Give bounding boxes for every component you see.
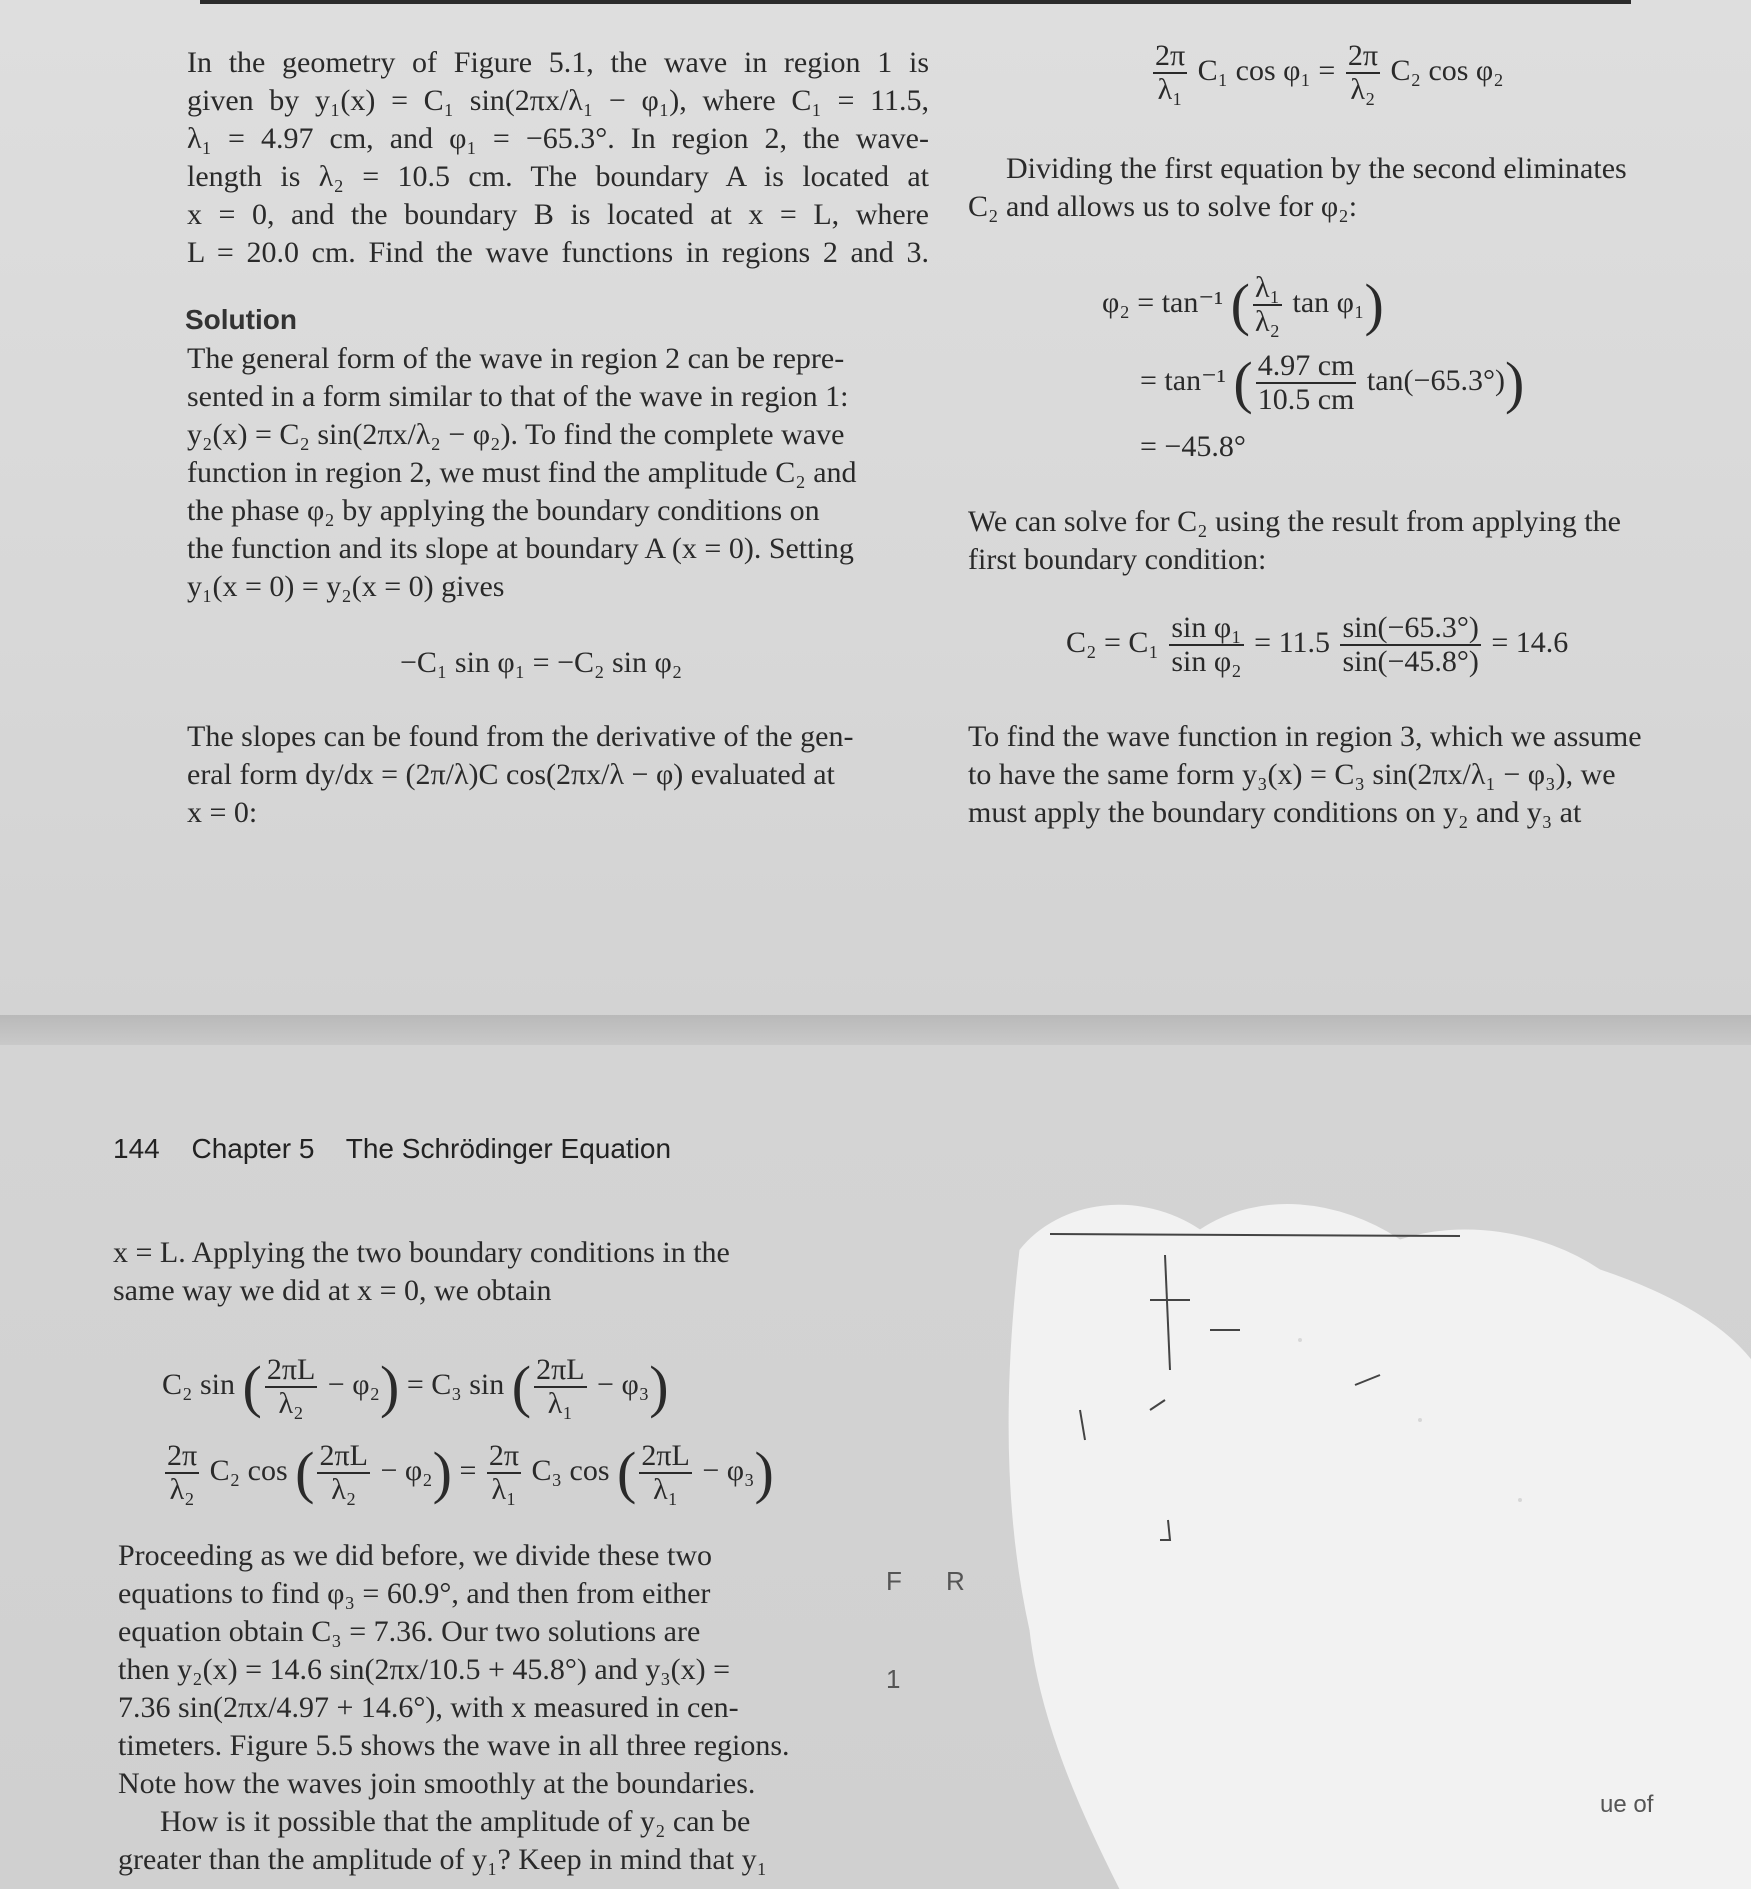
running-head (113, 1133, 695, 1165)
fraction: $\frac{2\pi L}{\text{λ₂}}$ (266, 1353, 316, 1420)
right-paren: ) (754, 1440, 774, 1505)
text-line: the phase φ₂ by applying the boundary conditions on (187, 494, 820, 527)
text-line: Dividing the first equation by the second eliminates (1006, 152, 1627, 185)
left-paren: ( (511, 1354, 532, 1419)
text-line: to have the same form y₃(x) = C₃ sin(2πx/λ₁ − φ₃), we (968, 758, 1616, 791)
fraction: $\frac{\sin(-65.3^\circ)}{\sin(-45.8^\circ)}$ (1342, 611, 1479, 678)
text-line: In the geometry of Figure 5.1, the wave in region 1 is (187, 46, 929, 79)
text-line: x = 0, and the boundary B is located at x = L, where (187, 198, 929, 231)
chapter-title: The Schrödinger Equation (345, 1133, 672, 1164)
text-line: λ₁ = 4.97 cm, and φ₁ = −65.3°. In region 2, the wave- (187, 122, 929, 155)
right-paren: ) (1364, 272, 1384, 337)
text-line: length is λ₂ = 10.5 cm. The boundary A is located at (187, 160, 929, 193)
cosine-boundary-equation: $\frac{2\pi}{\text{λ₂}}$ C₂ cos ( $\frac{2\pi L}{\text{λ₂}}$ − φ₂) = $\frac{2\pi}{\text{λ₁}}$ C₃ cos ( $\frac{2\pi L}{\text{λ₁}}$ − φ₃) (167, 1439, 774, 1506)
text-line: The slopes can be found from the derivative of the gen- (187, 720, 854, 753)
boundary-equation-1: −C₁ sin φ₁ = −C₂ sin φ₂ (400, 646, 683, 679)
page-number: 144 (113, 1133, 160, 1164)
right-paren: ) (1504, 350, 1525, 415)
margin-fragment: ue of (1600, 1791, 1654, 1818)
text-line: first boundary condition: (968, 543, 1267, 576)
text-line: We can solve for C₂ using the result from applying the (968, 505, 1621, 538)
equation-term: C₂ cos φ₂ (1390, 53, 1504, 87)
text-line: To find the wave function in region 3, which we assume (968, 720, 1642, 753)
fraction: $\frac{\text{λ₁}}{\text{λ₂}}$ (1255, 271, 1281, 338)
conclusion-paragraph (118, 1537, 850, 1879)
fraction: $\frac{2\pi L}{\text{λ₁}}$ (536, 1353, 585, 1420)
phi2-equation-line1: φ₂ = tan⁻¹ ( $\frac{\text{λ₁}}{\text{λ₂}}$ tan φ₁) (1102, 271, 1384, 338)
c2-equation: C₂ = C₁ $\frac{\text{sin φ₁}}{\text{sin φ₂}}$ = 11.5 $\frac{\sin(-65.3^\circ)}{\sin(-45.8^\circ)}$ = 14.6 (1066, 611, 1569, 678)
text-line: eral form dy/dx = (2π/λ)C cos(2πx/λ − φ) evaluated at (187, 758, 835, 791)
fraction: $\frac{2\pi}{\text{λ₂}}$ (1347, 39, 1378, 106)
text-line: The general form of the wave in region 2 can be repre- (187, 342, 845, 375)
text-line: equation obtain C₃ = 7.36. Our two solutions are (118, 1615, 701, 1648)
scribbled-over-figure (1000, 1160, 1751, 1889)
c2-paragraph (968, 503, 1710, 579)
fraction: $\frac{2\pi}{\text{λ₂}}$ (167, 1439, 198, 1506)
slope-equation (1150, 40, 1504, 106)
margin-letter-r: R (946, 1566, 965, 1596)
text-line: x = L. Applying the two boundary conditions in the (113, 1236, 730, 1269)
right-paren: ) (649, 1354, 669, 1419)
left-paren: ( (295, 1440, 315, 1505)
equation-term: C₁ cos φ₁ = (1197, 53, 1336, 87)
fraction: $\frac{2\pi}{\text{λ₁}}$ (488, 1439, 520, 1506)
fraction: $\frac{\text{sin φ₁}}{\text{sin φ₂}}$ (1171, 611, 1242, 678)
fraction: $\frac{2\pi L}{\text{λ₂}}$ (319, 1439, 368, 1506)
right-paren: ) (432, 1440, 452, 1505)
text-line: 7.36 sin(2πx/4.97 + 14.6°), with x measured in cen- (118, 1691, 739, 1724)
text-line: C₂ and allows us to solve for φ₂: (968, 190, 1358, 223)
margin-letter-f: F (886, 1566, 902, 1596)
dividing-paragraph (968, 150, 1710, 226)
problem-statement (187, 44, 929, 272)
text-line: then y₂(x) = 14.6 sin(2πx/10.5 + 45.8°) and y₃(x) = (118, 1653, 731, 1686)
text-line: the function and its slope at boundary A (x = 0). Setting (187, 532, 854, 565)
text-line: must apply the boundary conditions on y₂ and y₃ at (968, 796, 1582, 829)
fraction: $\frac{2\pi}{\text{λ₁}}$ (1155, 39, 1186, 106)
left-paren: ( (617, 1440, 637, 1505)
margin-digit-1: 1 (886, 1664, 901, 1694)
text-line: x = 0: (187, 796, 258, 829)
intro-paragraph (113, 1234, 853, 1310)
page-edge-rule (200, 0, 1631, 4)
right-paren: ) (380, 1354, 400, 1419)
left-paren: ( (242, 1354, 262, 1419)
text-line: same way we did at x = 0, we obtain (113, 1274, 552, 1307)
text-line: equations to find φ₃ = 60.9°, and then from either (118, 1577, 711, 1610)
text-line: Note how the waves join smoothly at the boundaries. (118, 1767, 756, 1800)
text-line: L = 20.0 cm. Find the wave functions in regions 2 and 3. (187, 236, 929, 269)
text-line: y₁(x = 0) = y₂(x = 0) gives (187, 570, 505, 603)
left-paren: ( (1233, 350, 1253, 415)
text-line: function in region 2, we must find the amplitude C₂ and (187, 456, 857, 489)
text-line: Proceeding as we did before, we divide these two (118, 1539, 712, 1572)
phi2-equation-line3: = −45.8° (1140, 430, 1246, 463)
chapter-label: Chapter 5 (191, 1133, 315, 1164)
text-line: greater than the amplitude of y₁? Keep in mind that y₁ (118, 1843, 768, 1876)
text-line: y₂(x) = C₂ sin(2πx/λ₂ − φ₂). To find the complete wave (187, 418, 845, 451)
slope-paragraph (187, 718, 929, 832)
sine-boundary-equation: C₂ sin ( $\frac{2\pi L}{\text{λ₂}}$ − φ₂) = C₃ sin ( $\frac{2\pi L}{\text{λ₁}}$ − φ₃) (162, 1353, 669, 1420)
left-paren: ( (1230, 272, 1250, 337)
solution-heading: Solution (185, 304, 297, 335)
fraction: $\frac{4.97 cm}{10.5 cm}$ (1257, 349, 1355, 416)
text-line: sented in a form similar to that of the wave in region 1: (187, 380, 849, 413)
phi2-equation-line2: = tan⁻¹ ( $\frac{4.97 cm}{10.5 cm}$ tan(−65.3°)) (1140, 349, 1525, 416)
region3-paragraph (968, 718, 1710, 832)
solution-paragraph (187, 340, 929, 606)
page-separator (0, 1015, 1751, 1045)
text-line: given by y₁(x) = C₁ sin(2πx/λ₁ − φ₁), where C₁ = 11.5, (187, 84, 929, 117)
fraction: $\frac{2\pi L}{\text{λ₁}}$ (641, 1439, 690, 1506)
text-line: How is it possible that the amplitude of y₂ can be (160, 1805, 751, 1838)
text-line: timeters. Figure 5.5 shows the wave in all three regions. (118, 1729, 790, 1762)
